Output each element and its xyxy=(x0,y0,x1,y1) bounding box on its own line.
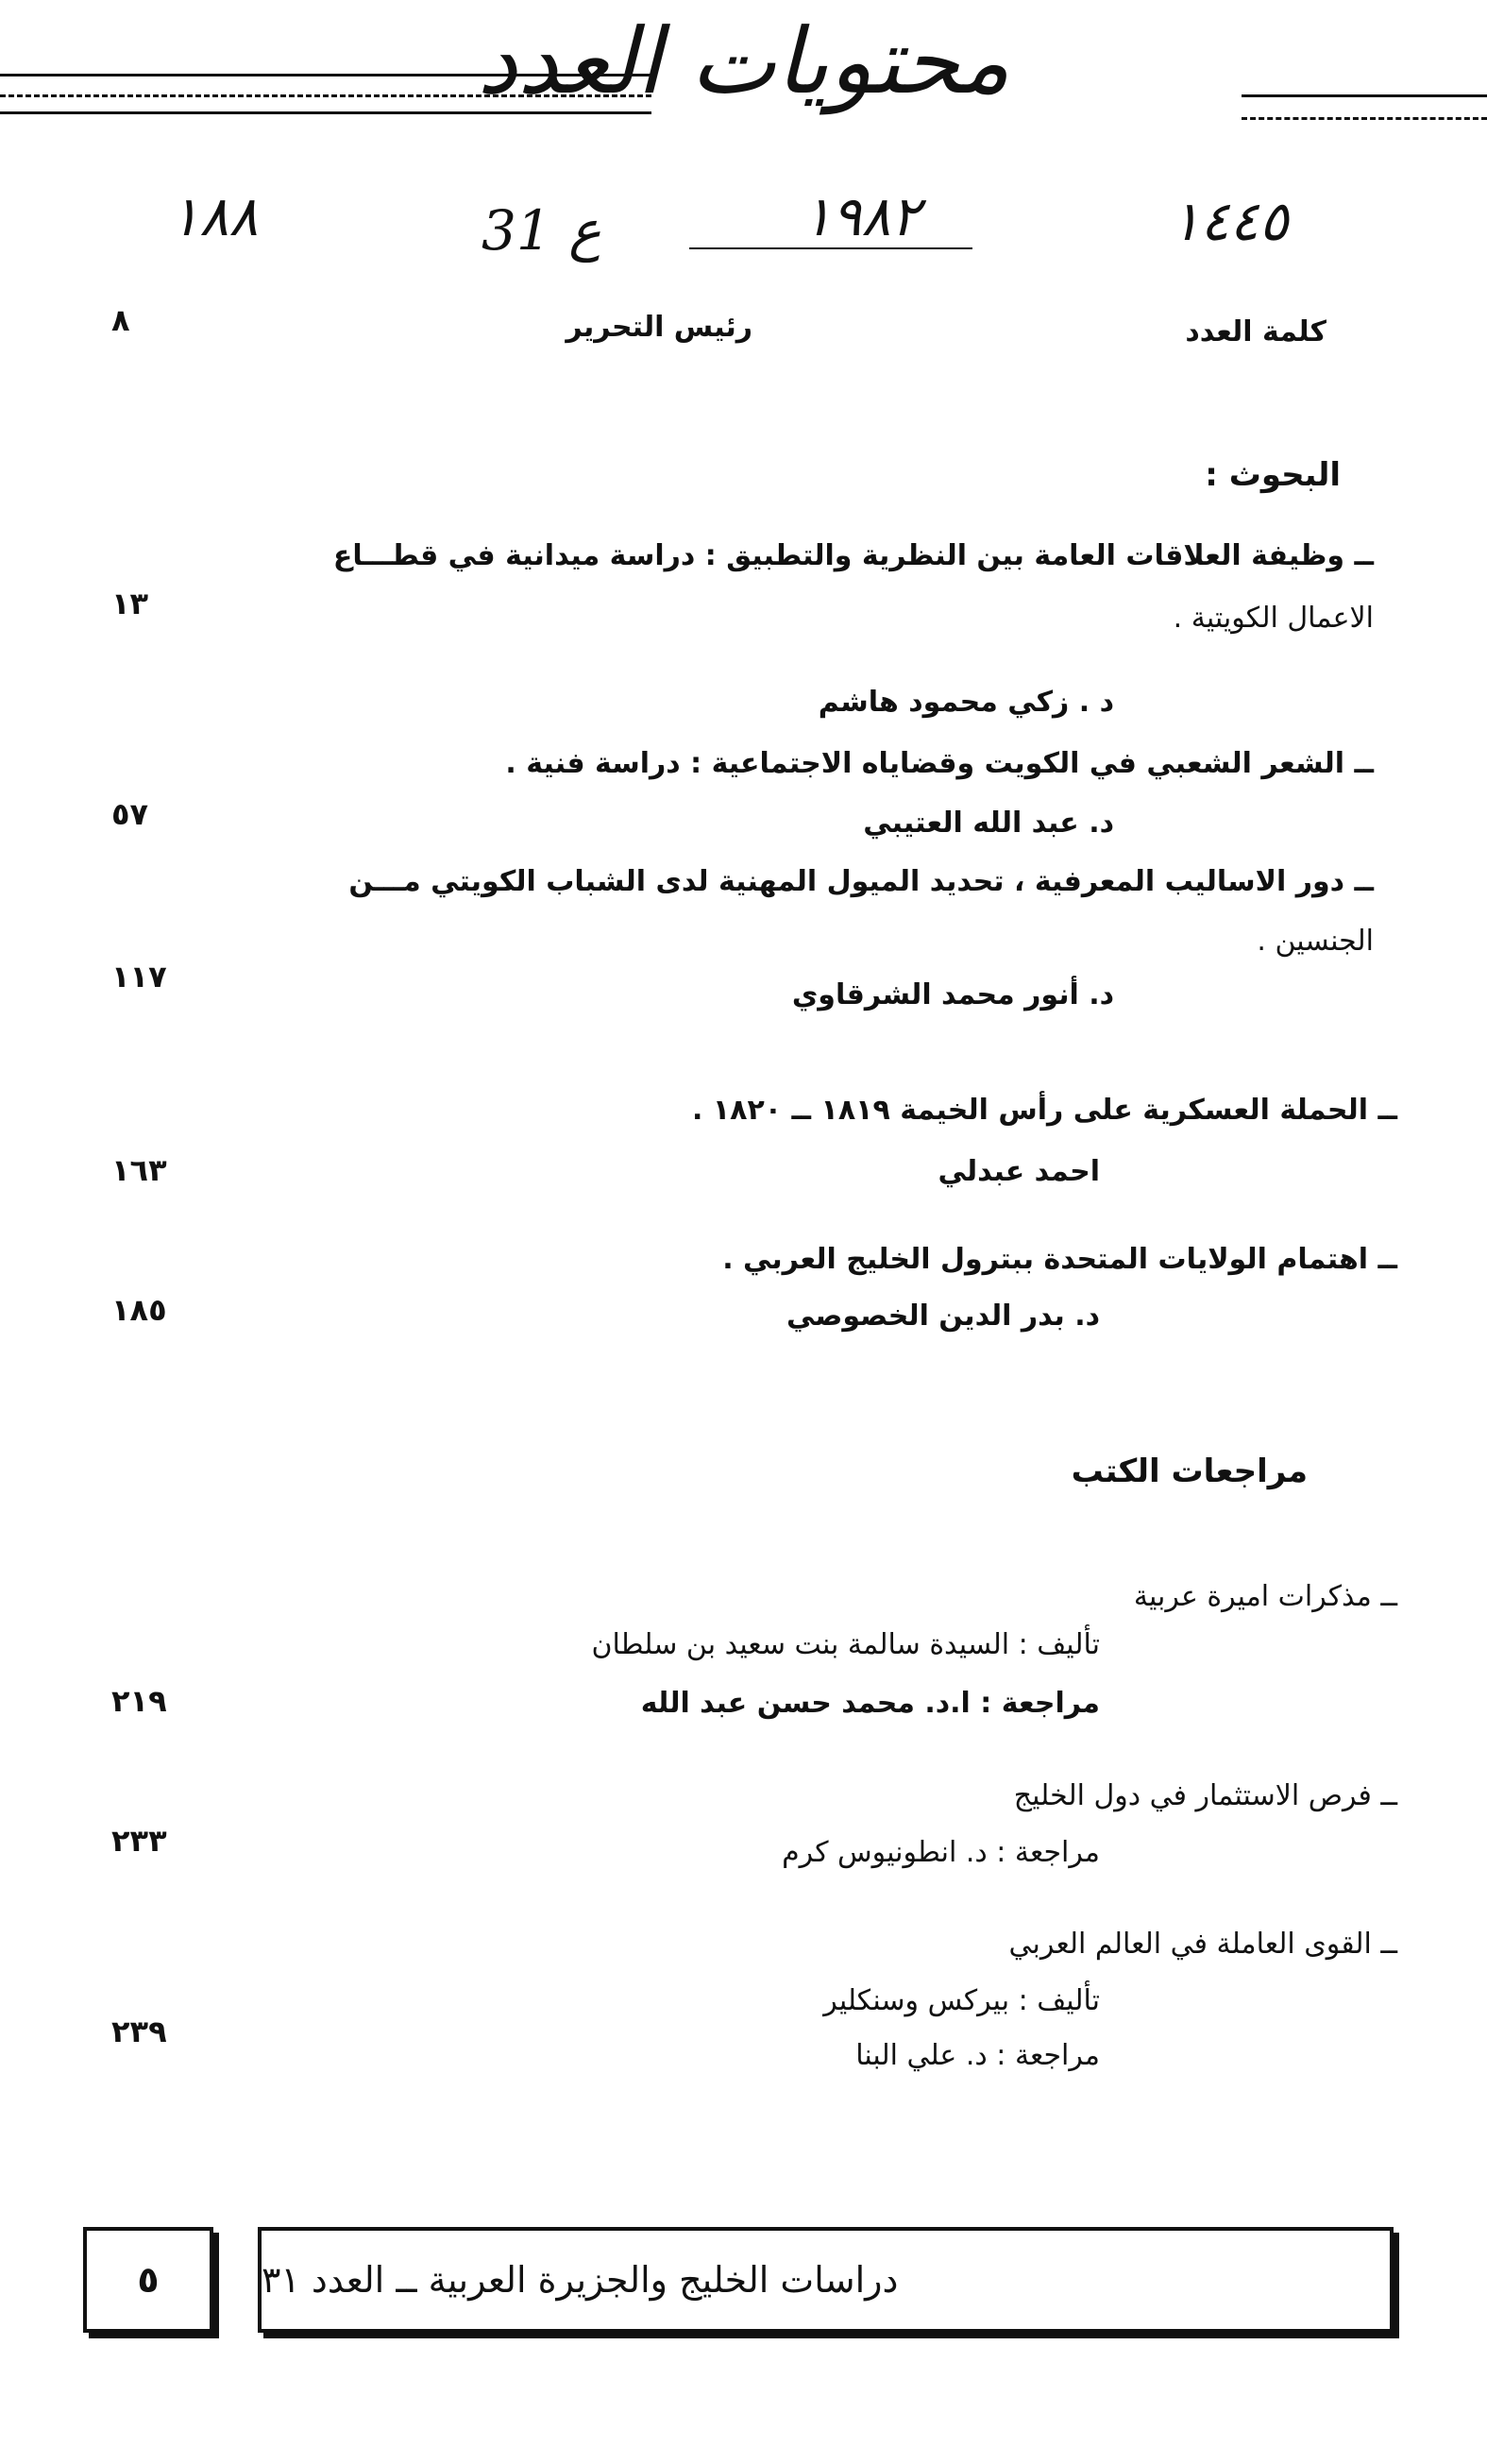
handwritten-number-left: ١٨٨ xyxy=(170,184,259,248)
review-3-page: ٢٣٩ xyxy=(111,2014,167,2049)
research-item-4-author: احمد عبدلي xyxy=(938,1155,1100,1188)
editorial-author: رئيس التحرير xyxy=(566,311,752,344)
handwritten-year-underline xyxy=(689,247,972,249)
research-heading: البحوث : xyxy=(1205,456,1341,494)
research-item-1-page: ١٣ xyxy=(111,586,149,621)
masthead-rule-left xyxy=(0,74,651,76)
research-item-5-author: د. بدر الدين الخصوصي xyxy=(786,1300,1100,1333)
review-1-page: ٢١٩ xyxy=(111,1683,167,1719)
research-item-1-title-cont: الاعمال الكويتية . xyxy=(1173,602,1374,635)
footer-journal-title: دراسات الخليج والجزيرة العربية ــ العدد ٣١ xyxy=(262,2259,899,2301)
research-item-5-page: ١٨٥ xyxy=(111,1292,167,1328)
research-item-2-author: د. عبد الله العتيبي xyxy=(863,807,1114,840)
review-3-reviewer: مراجعة : د. علي البنا xyxy=(855,2039,1100,2072)
research-item-3-author: د. أنور محمد الشرقاوي xyxy=(791,978,1114,1011)
review-1-reviewer: مراجعة : ا.د. محمد حسن عبد الله xyxy=(640,1687,1100,1720)
research-item-3-title: ــ دور الاساليب المعرفية ، تحديد الميول المهنية لدى الشباب الكويتي مـــن xyxy=(348,865,1374,898)
research-item-1-title: ــ وظيفة العلاقات العامة بين النظرية والتطبيق : دراسة ميدانية في قطـــاع xyxy=(332,539,1374,572)
editorial-label: كلمة العدد xyxy=(1185,315,1326,348)
research-item-3-page: ١١٧ xyxy=(111,959,167,994)
masthead-rule-right xyxy=(1242,94,1487,97)
review-1-title: ــ مذكرات اميرة عربية xyxy=(1133,1580,1397,1613)
page-number: ٥ xyxy=(83,2227,213,2333)
research-item-4-title: ــ الحملة العسكرية على رأس الخيمة ١٨١٩ ــ ١٨٢٠ . xyxy=(692,1094,1397,1127)
review-3-title: ــ القوى العاملة في العالم العربي xyxy=(1008,1928,1397,1961)
footer-journal-box xyxy=(258,2227,1394,2333)
editorial-page: ٨ xyxy=(111,302,130,338)
research-item-5-title: ــ اهتمام الولايات المتحدة ببترول الخليج العربي . xyxy=(722,1243,1397,1276)
review-2-reviewer: مراجعة : د. انطونيوس كرم xyxy=(782,1836,1100,1869)
handwritten-number-right: ١٤٤٥ xyxy=(1171,189,1289,253)
masthead-dash-right xyxy=(1242,117,1487,120)
research-item-2-title: ــ الشعر الشعبي في الكويت وقضاياه الاجتماعية : دراسة فنية . xyxy=(505,747,1374,780)
research-item-4-page: ١٦٣ xyxy=(111,1152,167,1188)
masthead-dash-left xyxy=(0,94,651,97)
page-title: محتويات العدد xyxy=(477,8,1010,114)
research-item-2-page: ٥٧ xyxy=(111,796,149,832)
review-2-title: ــ فرص الاستثمار في دول الخليج xyxy=(1013,1779,1397,1812)
review-1-author: تأليف : السيدة سالمة بنت سعيد بن سلطان xyxy=(591,1628,1100,1661)
review-3-author: تأليف : بيركس وسنكلير xyxy=(823,1984,1100,2017)
research-item-1-author: د . زكي محمود هاشم xyxy=(818,686,1114,719)
research-item-3-title-cont: الجنسين . xyxy=(1257,925,1374,958)
handwritten-year: ١٩٨٢ xyxy=(803,184,921,248)
reviews-heading: مراجعات الكتب xyxy=(1071,1453,1308,1490)
handwritten-issue: 31 ع xyxy=(482,198,601,263)
review-2-page: ٢٣٣ xyxy=(111,1823,167,1859)
masthead-rule-left-2 xyxy=(0,111,651,114)
